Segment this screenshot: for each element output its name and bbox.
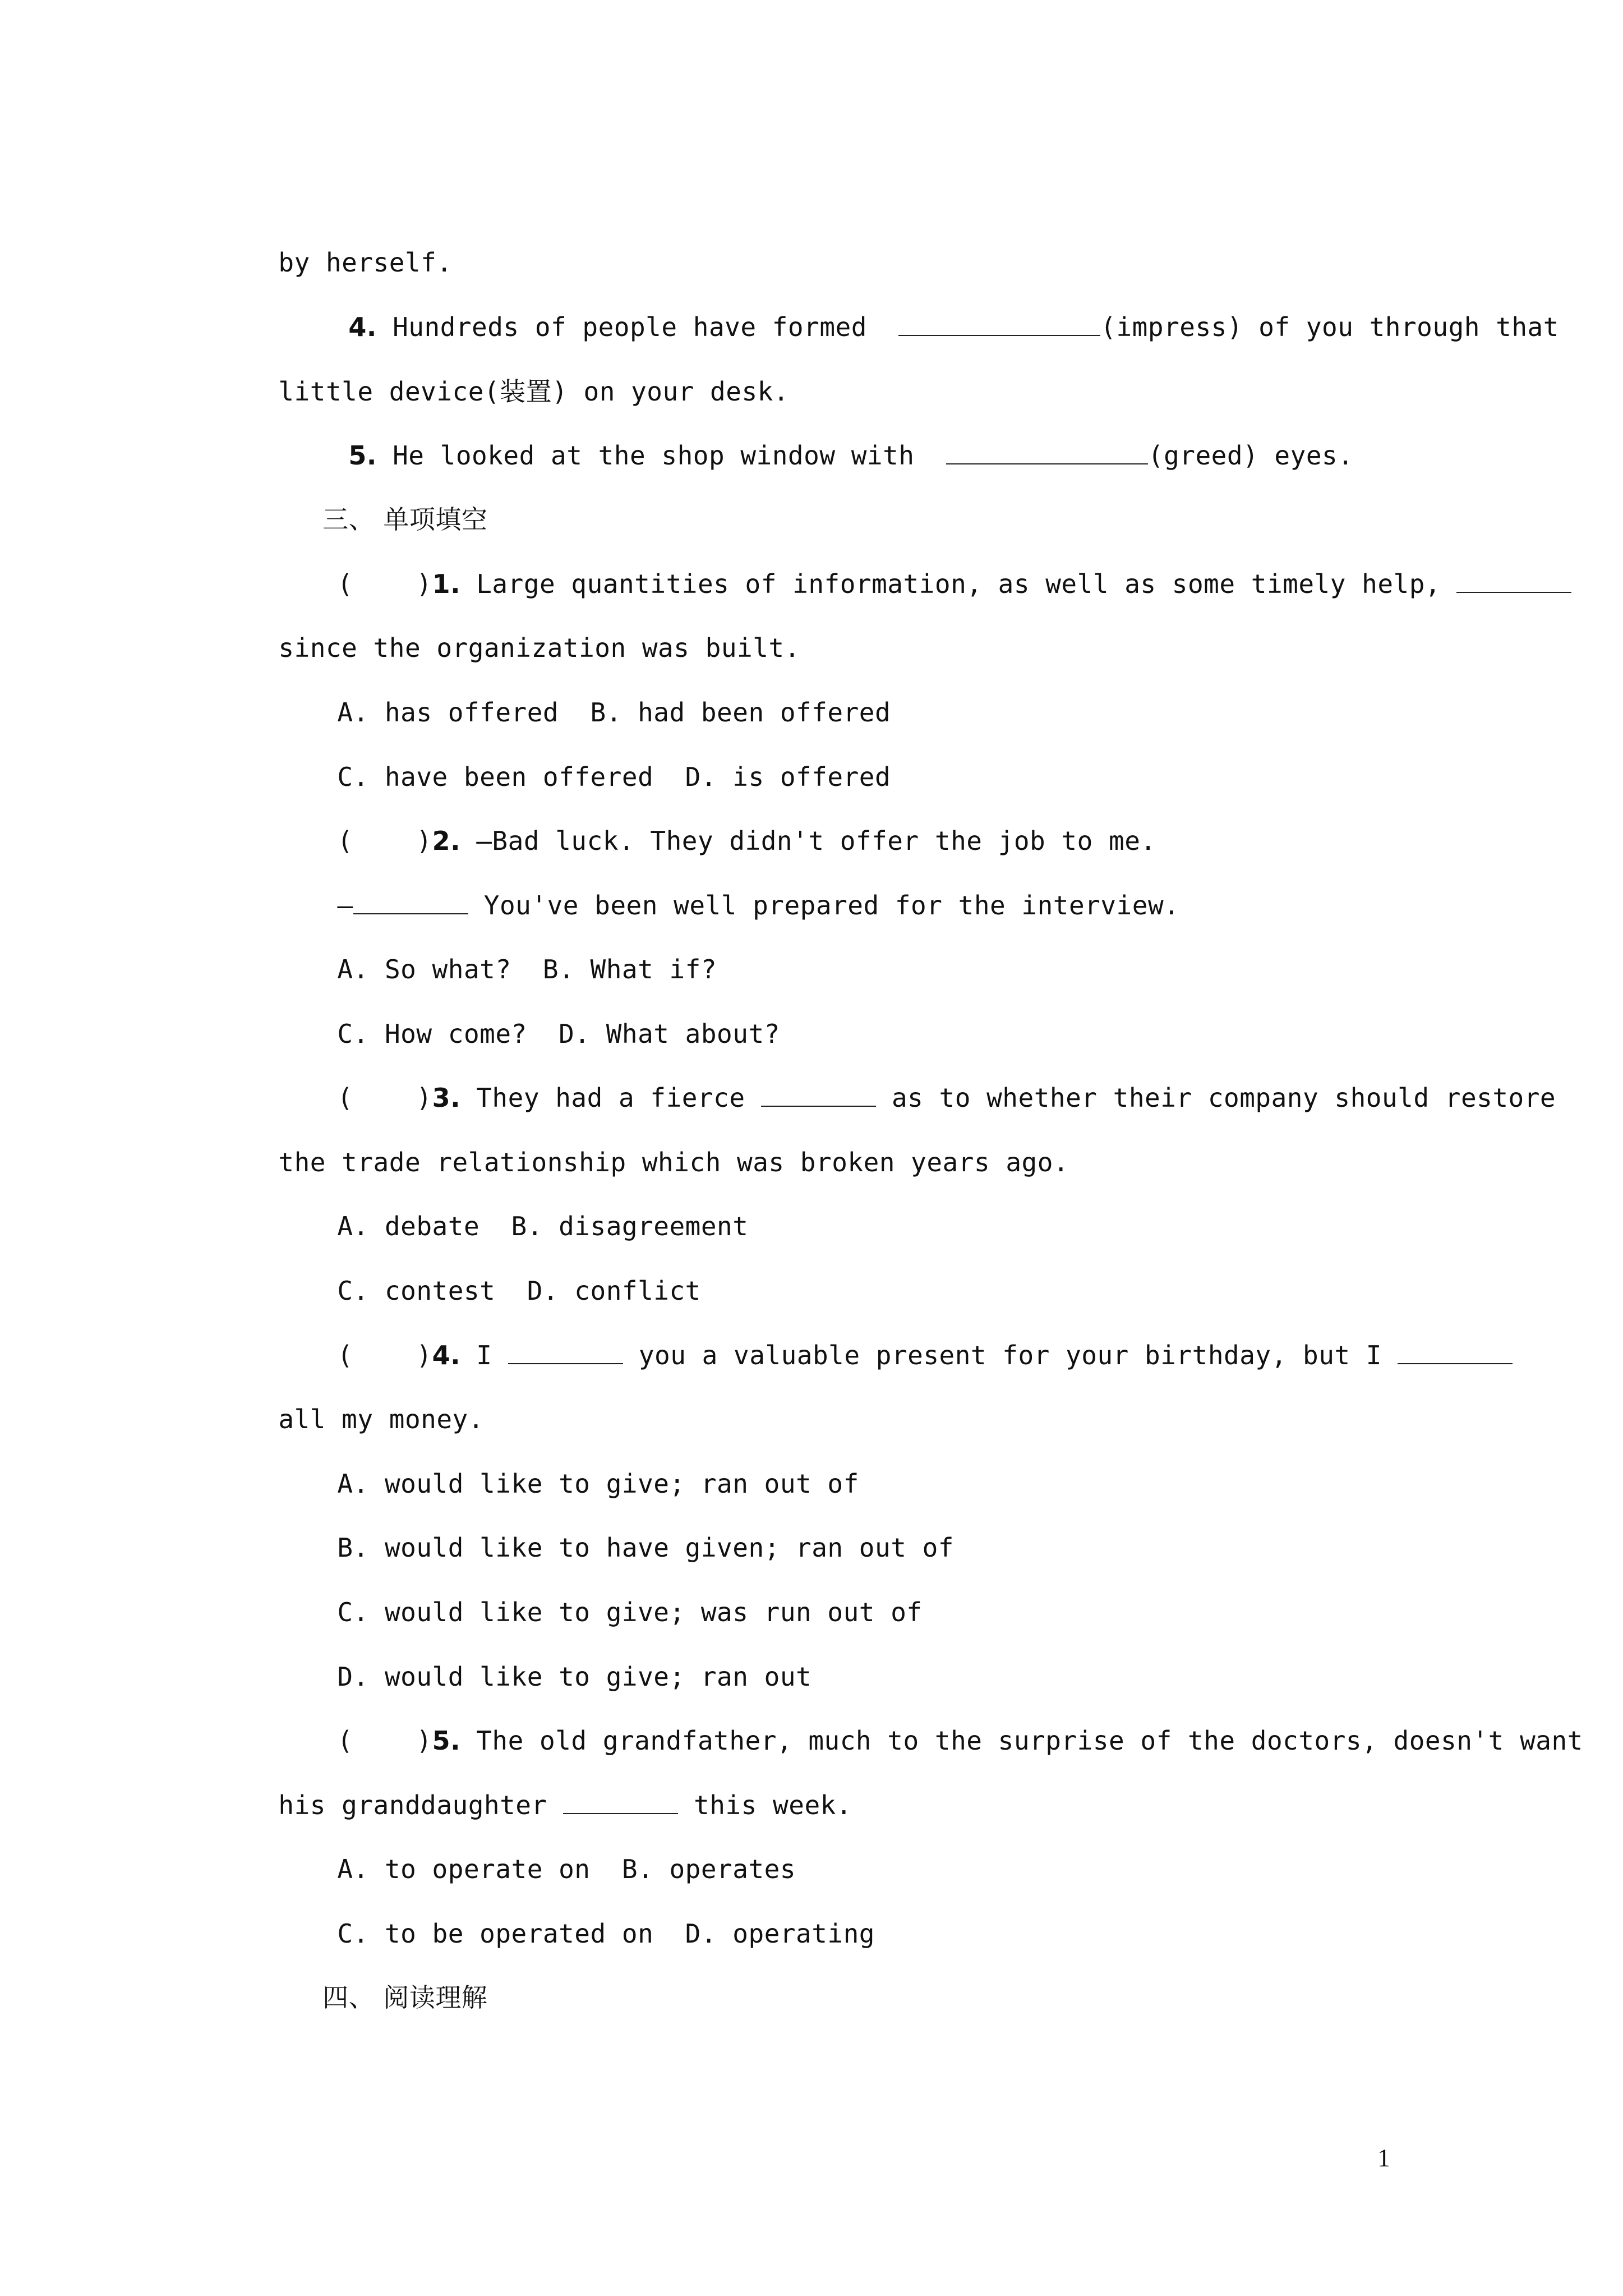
question-text: as to whether their company should restore [875,1083,1556,1113]
section-heading [306,469,487,536]
question-text: this week. [677,1790,852,1820]
text-line [247,1112,1069,1179]
question-text: since the organization was built. [278,633,800,663]
question-text: The old grandfather, much to the surprise of the doctors, doesn't want [460,1726,1583,1756]
question-text: They had a fierce [460,1083,761,1113]
option-line [306,1626,811,1694]
option-text: C. to be operated on D. operating [337,1918,875,1949]
option-line [306,1176,748,1243]
option-line [306,1497,954,1565]
answer-parentheses[interactable]: ( ) [337,1083,432,1113]
text-line [247,1755,852,1822]
option-text: A. has offered B. had been offered [337,697,891,728]
mc-question-2 [306,790,1156,858]
text-line [247,212,453,279]
option-text: A. So what? B. What if? [337,954,717,984]
question-text: Large quantities of information, as well as some timely help, [460,569,1457,599]
page-number: 1 [1377,2143,1390,2172]
option-text: A. to operate on B. operates [337,1854,796,1884]
question-text: I [460,1340,508,1370]
option-line [306,662,891,729]
question-number: 4. [348,312,377,342]
option-line [306,1240,701,1308]
question-text: all my money. [278,1404,484,1434]
question-text: (impress) of you through that [1100,312,1559,342]
option-text: A. would like to give; ran out of [337,1469,859,1499]
dash: — [337,890,353,921]
question-number: 3. [432,1083,461,1113]
question-text: you a valuable present for your birthday, but I [623,1340,1398,1370]
option-line [306,1433,859,1501]
option-line [306,1562,923,1629]
option-line [306,919,717,986]
option-line [306,1883,875,1950]
answer-blank [761,1081,876,1107]
question-text: his granddaughter [278,1790,563,1820]
option-line [306,983,780,1051]
answer-blank [1398,1338,1513,1364]
section-title: 三、 单项填空 [322,504,488,535]
question-text: (greed) eyes. [1147,440,1354,471]
option-line [306,726,891,794]
option-text: D. would like to give; ran out [337,1662,812,1692]
answer-parentheses[interactable]: ( ) [337,569,432,599]
text-line [247,1369,484,1436]
option-text: B. would like to have given; ran out of [337,1533,954,1563]
mc-question-1 [306,533,1571,601]
question-number: 4. [432,1340,461,1370]
answer-parentheses[interactable]: ( ) [337,1340,432,1370]
answer-parentheses[interactable]: ( ) [337,1726,432,1756]
section-heading [306,1947,487,2014]
option-text: C. would like to give; was run out of [337,1597,923,1627]
answer-blank[interactable] [898,310,1100,336]
answer-blank [353,889,468,914]
line-text: little device(装置) on your desk. [278,376,790,407]
section-title: 四、 阅读理解 [322,1982,488,2013]
question-text: —Bad luck. They didn't offer the job to me. [460,826,1156,856]
question-number: 1. [432,569,461,599]
option-text: C. have been offered D. is offered [337,762,891,792]
question-text: He looked at the shop window with [376,440,946,471]
answer-parentheses[interactable]: ( ) [337,826,432,856]
question-text: the trade relationship which was broken years ago. [278,1147,1069,1177]
mc-question-4 [306,1305,1513,1372]
question-number: 2. [432,826,461,856]
option-text: C. contest D. conflict [337,1276,701,1306]
text-line [306,855,1179,922]
option-text: A. debate B. disagreement [337,1211,749,1241]
question-number: 5. [348,440,377,471]
question-text: Hundreds of people have formed [376,312,899,342]
answer-blank [508,1338,623,1364]
text-line [247,597,800,665]
option-text: C. How come? D. What about? [337,1019,780,1049]
option-line [306,1819,796,1886]
answer-blank[interactable] [946,439,1148,464]
mc-question-3 [306,1047,1556,1115]
fill-question-5 [317,405,1353,472]
answer-blank [563,1788,678,1814]
question-number: 5. [432,1726,461,1756]
answer-blank [1456,567,1571,593]
text-line [247,341,789,408]
mc-question-5 [306,1690,1583,1757]
line-text: by herself. [278,247,453,278]
question-text: You've been well prepared for the interview. [468,890,1180,921]
fill-question-4 [317,277,1559,344]
